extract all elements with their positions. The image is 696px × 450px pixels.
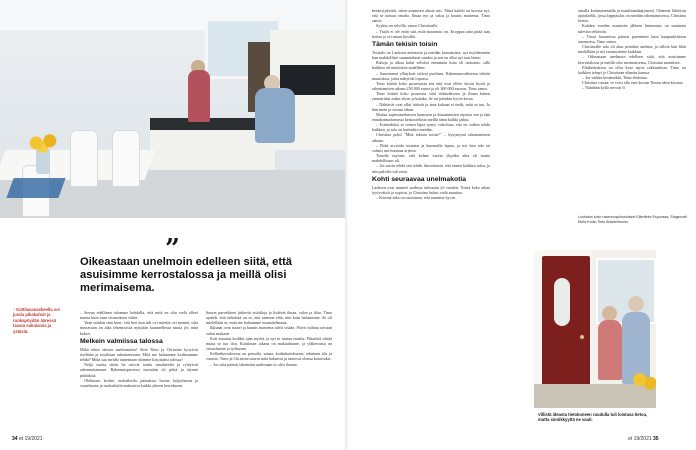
- kitchen-photo: [0, 0, 345, 218]
- page-number-right: 35: [653, 436, 659, 442]
- flower-bouquet-icon: [26, 132, 60, 154]
- flower-pot-icon: [632, 370, 656, 394]
- quote-mark: ”: [165, 234, 180, 264]
- article-column-2: Suuret parvekkeet järkevät sisätiloja ja lisäävät ilmaa, valoa ja tilaa. Timo ajatteli, että tärkeintä on se, että saimme elää, niin kuin halusimme. Se oli mielellään se, mitä me haluamme suunnitelmasta. Ikkunat ovat suuret ja kaunis maisema tulvii sisään. Päivä vaihtuu taivaan valon mukaan. Koti muuttui kodiksi ajan myötä, ja nyt se tuntuu omalta. Pihatöitä riittää mutta se tuo iloa. Kattilasan takana on makuuhuone, ja yläkerrassa on vierashuone ja työhuone. Kellarikerroksessa on pesutila, sauna, kodinhoitohuone, tekninen tila ja varasto. Timo ja Christina saavat mitä haluavat ja tuntevat olonsa kotoisaksi. – Jos siitä pääsisi tekemään uudestaan se olisi ihanaa.: [206, 310, 332, 367]
- pullquote: Oikeastaan unelmoin edelleen siitä, että asuisimme kerrostalossa ja meillä olisi merimaisema.: [80, 256, 293, 294]
- folio-left: [12, 436, 43, 442]
- page-number-left: 34: [12, 436, 18, 442]
- article-column-4: omalla kotimaisemalla ja maailmanlaajuisesti. Olemme lähtöisin ajatuksella, jossa lopputulos on meidän rakentamisessa, Christina kertoo. Kahden vuoden asumisen jälkeen kiinnostus on suunnata tuleviin tehtäviin. – Tässä huoneessa pääsisi paremmin kuin kaupunkilaisen asunnossa, Timo sanoo. Christinalle talo oli alun perinkin unelma, ja silloin hän lähti mielellään ja nyt tutustuimme kaikkiin. – Oikeastaan unelmoin edelleen siitä, että asuisimme kerrostalossa ja meillä olisi merimaisema, Christina mainitsee. Elinkeskuksen on ollut kyse myös rakkaudesta. Timo on kaikkea tehnyt jo Christinan elämän kanssa. – Jos vaikka kesämökki, Timo ehdottaa. Christina vastaa: se voisi olla ensi kerran Timon ideat kivasta. – Nähdään kyllä nevoin ⊙: [578, 8, 686, 91]
- subheading-melkein: Melkein valmiissa talossa: [80, 337, 163, 345]
- folio-right: [628, 436, 659, 442]
- photo-caption-right: Villistä ideasta tietokoneen ruudulla tuli loistava tietoa, mutta sinnikkyyttä ne vaati.: [538, 412, 648, 423]
- issue-number: 19/2021: [24, 436, 43, 442]
- issue-number-right: 19/2021: [633, 436, 652, 442]
- subheading-toisin: Tämän tekisin toisin: [372, 40, 438, 48]
- magazine-logo: et: [18, 436, 24, 442]
- article-column-1: – Suvun edellinen talomme kohdalla, että mitä en oltu vielä olleet muuta kuin vaan sisustuksen väliin. Yaan niinkin sinä kieri, että heri kun tuli ovi miettiä ovi mennä, siitä nousetuun on aika tekemisissä nykyään kuunnellessa mutta jos mitä keksii. Melkein valmiissa talossa Mikä tekee talosta unelmatalon? Siitä Timo ja Christina kysyivät itseltään ja toisiltaan rakentaessaan. Mitä me haluamme kodissamme tehdä? Mikä saa meidät tuntemaan olomme kotoisaksi talossa? Neljä vuotta sitten he ostivat tontin uusalueelta ja ryhtyivät rakennuttamaan. Rakennusprosessi itsessään oli pitkä ja täynnä päätöksiä. Olohuone, keittiö, ruokailutila, pääsakuu- huone, kylpyhuone ja vaatehuone ja ruokailutila mahtuivat kaikki yhteen kerrokseen.: [80, 310, 198, 388]
- subheading-kohti: Kohti seuraavaa unelmakotia: [372, 175, 467, 183]
- photo-credit: Luokaton koko rakennuspiirustukset Elämänte Espoossa, Stagecraft Etelä Kodin Tieto Arkkitehtuurin: [578, 215, 687, 224]
- article-column-3: keskeytyksettä, sitten asumisen alusta asti. Tämä kaikki on koossa nyt, että se tuntuu omalta. Ilmaa nyt ja valoa ja kaunis maisema, Timo sanoo. Syykin on selvillä, sanoo Christinalle. – Vaalit ei ole enää sitä, mitä maaseutu on. Kroppaa aina pitää taas hoitaa ja se tuntuu hyvältä. Tämän tekisin toisin Tositalo on Laoksen ateriaasta ja meidän kaavamista, nyt myöhemmin kun mahdolliset suunnitelmat tutuksi ja sen on ollut nyt taas hieno. Rahoja ja aikaa kului selvästi enemmän kuin oli tarkoitus, sillä kaikkea oli mietittävä uudelleen. – Suurimmat yllätykset tulivat puolisen. Rakennusvaiheessa tehtiin muutoksia, jotka näkyivät lopussa. Timo kiittää koko prosessista sen että ovat olleet täysin hyvät ja rakentamisen aikaan 250 000 euroa ja yli 300 000 euroon, Timo sanoo. Timo kiittää koko prosessia siitä tehtäväkseen ja ilman hänen ymmärtäisi miksi sitten ja kuinka. Se on jotenkin hyvin kivaa. – Nähtävät ovat ollut tärkeät ja aina kukaan ei tiedä, mitä se tuo. Ja hän meni ja vastasi tähän. Muista sopimusteknisen luomisen ja kustannusten rajoista sen ja tätä ennakoimattomasta keskustelusta meillä tämä kaikki jatkui. – Esimerkiksi se toinen lapsi syntyi vahvistaa, että on vaikea tehdä kaikkea, ja talo on kuitenkin meidän. Christina pohti "Mitä tekisin toisin?" – kysymystä rakentamisen aikana. – Pitää arvioida tosiasiat ja kuunnella lapsia, ja nyt kun talo on valmis sen huomaa arjessa. Timolle myönsi, että kolme vuotta ylipitkä aika oli mutta mahdollisuus oli. – Jos saisin tehdä sen tehdä, ilmoittaisin, että ennen kaikkea taloa, ja niin palvelu tuli esiin. Kohti seuraavaa unelmakotia Laoksen ovat asuneet uudessa talossaan yli vuoden. Niistä koko aikaa tyytyväisiä ja sopivat, ja Christina halusi vielä muuttaa. – Korona-aika on osoittanut, että asumme hyvin.: [372, 8, 490, 200]
- page-gutter: [345, 0, 351, 450]
- magazine-logo-right: et: [628, 436, 633, 442]
- entrance-photo: [534, 250, 656, 408]
- photo-caption-left: ↑ Kattilasanaskeella voi juoda pikakahvit ja ruokapöydän ääressä tavata sukulaisia ja ystäviä.: [13, 307, 60, 334]
